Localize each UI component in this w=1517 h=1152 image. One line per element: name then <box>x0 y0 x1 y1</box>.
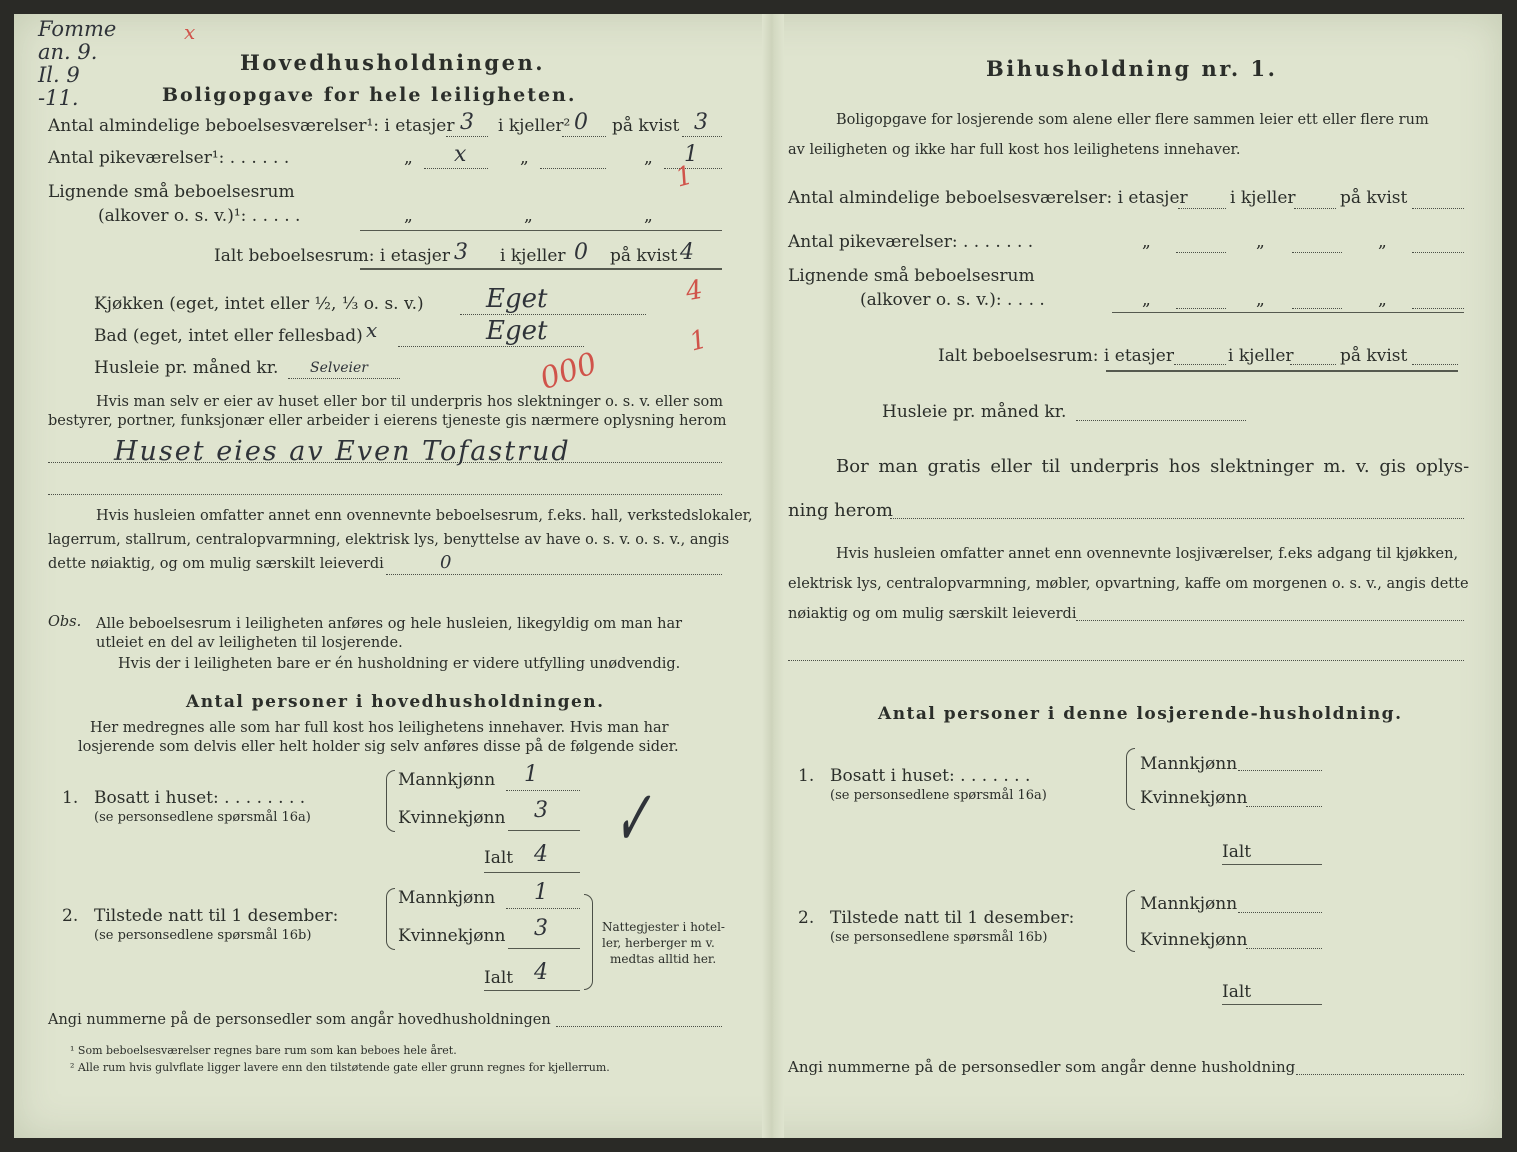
row-alm-kvist: 3 <box>694 110 708 135</box>
row-lign-label1: Lignende små beboelsesrum <box>48 182 295 202</box>
bracket <box>584 894 593 990</box>
mann-label: Mannkjønn <box>1140 754 1238 774</box>
q2-sub: (se personsedlene spørsmål 16b) <box>94 928 312 943</box>
right-intro-1: Boligopgave for losjerende som alene eller flere sammen leier ett eller flere rum <box>836 112 1429 128</box>
right-angi-text: Angi nummerne på de personsedler som angår denne husholdning <box>788 1058 1296 1076</box>
right-kjeller-label: i kjeller <box>1228 346 1294 366</box>
ditto-mark: „ <box>1256 290 1265 310</box>
right-ialt-label: Ialt beboelsesrum: i etasjer <box>938 346 1174 366</box>
ditto-mark: „ <box>1378 290 1387 310</box>
ditto-mark: „ <box>1142 232 1151 252</box>
q2-kvinne: 3 <box>534 916 548 941</box>
q1-num: 1. <box>62 788 79 808</box>
right-pike-label: Antal pikeværelser: . . . . . . . <box>788 232 1034 252</box>
persons-title: Antal personer i hovedhusholdningen. <box>186 692 605 712</box>
eier-text-2: bestyrer, portner, funksjonær eller arbeider i eierens tjeneste gis nærmere oplysning herom <box>48 413 727 429</box>
q1-mann: 1 <box>524 762 538 787</box>
right-kvist-label: på kvist <box>1340 346 1408 366</box>
bad-value: Eget <box>486 316 548 346</box>
row-alm-kjeller: 0 <box>574 110 588 135</box>
ialt-short: Ialt <box>1222 982 1252 1002</box>
ditto-mark: „ <box>404 148 413 168</box>
q1-label: Bosatt i huset: . . . . . . . . <box>94 788 306 808</box>
right-title: Bihusholdning nr. 1. <box>986 56 1278 81</box>
right-q2-label: Tilstede natt til 1 desember: <box>830 908 1075 928</box>
bracket <box>1126 890 1135 952</box>
husleie-value: Selveier <box>310 360 369 376</box>
bad-scribble: x <box>366 318 378 342</box>
check-mark: ✓ <box>614 773 651 866</box>
persons-text-2: losjerende som delvis eller helt holder sig selv anføres disse på de følgende sider. <box>78 739 679 755</box>
kjokken-label: Kjøkken (eget, intet eller ½, ⅓ o. s. v.) <box>94 294 424 314</box>
right-persons-title: Antal personer i denne losjerende-husholdning. <box>878 704 1403 724</box>
right-q1-num: 1. <box>798 766 815 786</box>
right-omfatter-2: elektrisk lys, centralopvarmning, møbler, opvartning, kaffe om morgenen o. s. v., angis dette <box>788 576 1469 592</box>
corner-handwriting: Fomme an. 9. Il. 9 -11. <box>38 17 117 110</box>
red-tally: 1 <box>672 160 697 194</box>
right-omfatter-3: nøiaktig og om mulig særskilt leieverdi <box>788 606 1077 622</box>
nattegjester-3: medtas alltid her. <box>610 952 717 966</box>
ialt-kjeller: 0 <box>574 240 588 265</box>
kvinne-label: Kvinnekjønn <box>398 808 506 828</box>
bracket <box>386 770 395 832</box>
omfatter-text-2: lagerrum, stallrum, centralopvarmning, elektrisk lys, benyttelse av have o. s. v. o. s. v., angis <box>48 532 730 548</box>
ditto-mark: „ <box>524 206 533 226</box>
q2-mann: 1 <box>534 880 548 905</box>
right-alm-label: Antal almindelige beboelsesværelser: i etasjer <box>788 188 1188 208</box>
mann-label: Mannkjønn <box>1140 894 1238 914</box>
q2-ialt: 4 <box>534 960 548 985</box>
kvist-label: på kvist <box>612 116 680 136</box>
ditto-mark: „ <box>644 206 653 226</box>
kvinne-label: Kvinnekjønn <box>1140 930 1248 950</box>
right-gratis-1: Bor man gratis eller til underpris hos slektninger m. v. gis oplys- <box>836 456 1470 477</box>
ialt-short: Ialt <box>1222 842 1252 862</box>
ialt-short: Ialt <box>484 968 514 988</box>
q2-num: 2. <box>62 906 79 926</box>
right-q1-sub: (se personsedlene spørsmål 16a) <box>830 788 1047 803</box>
kvinne-label: Kvinnekjønn <box>398 926 506 946</box>
ialt-kvist: 4 <box>680 240 694 265</box>
bracket <box>386 888 395 950</box>
right-lign-label-2: (alkover o. s. v.): . . . . <box>860 290 1045 310</box>
row-pike-label: Antal pikeværelser¹: . . . . . . <box>48 148 290 168</box>
ialt-label: Ialt beboelsesrum: i etasjer <box>214 246 450 266</box>
row-lign-label2: (alkover o. s. v.)¹: . . . . . <box>98 206 301 226</box>
left-title: Hovedhusholdningen. <box>240 50 546 75</box>
page-fold <box>762 14 784 1138</box>
right-q2-sub: (se personsedlene spørsmål 16b) <box>830 930 1048 945</box>
red-tally: 4 <box>683 274 706 308</box>
obs-text-2: utleiet en del av leiligheten til losjerende. <box>96 635 403 651</box>
row-pike-etasjer: x <box>454 142 467 167</box>
ditto-mark: „ <box>1378 232 1387 252</box>
obs-text-3: Hvis der i leiligheten bare er én husholdning er videre utfylling unødvendig. <box>118 656 681 672</box>
q1-kvinne: 3 <box>534 798 548 823</box>
obs-label: Obs. <box>48 614 82 630</box>
row-alm-etasjer: 3 <box>460 110 474 135</box>
eier-value: Huset eies av Even Tofastrud <box>114 436 571 467</box>
nattegjester-2: ler, herberger m v. <box>602 936 715 950</box>
ditto-mark: „ <box>644 148 653 168</box>
right-husleie-label: Husleie pr. måned kr. <box>882 402 1067 422</box>
right-kjeller-label: i kjeller <box>1230 188 1296 208</box>
row-pike-kvist: 1 <box>684 142 698 167</box>
kjokken-value: Eget <box>486 284 548 314</box>
ditto-mark: „ <box>1256 232 1265 252</box>
omfatter-text-1: Hvis husleien omfatter annet enn ovennevnte beboelsesrum, f.eks. hall, verkstedslokaler, <box>96 508 753 524</box>
ialt-etasjer: 3 <box>454 240 468 265</box>
q1-ialt: 4 <box>534 842 548 867</box>
red-tally: 1 <box>686 324 711 358</box>
ialt-short: Ialt <box>484 848 514 868</box>
omfatter-text-3: dette nøiaktig, og om mulig særskilt leieverdi <box>48 556 384 572</box>
right-lign-label-1: Lignende små beboelsesrum <box>788 266 1035 286</box>
census-sheet <box>14 14 1502 1138</box>
footnote-2: ² Alle rum hvis gulvflate ligger lavere enn den tilstøtende gate eller grunn regnes for kjellerrum. <box>70 1061 610 1074</box>
persons-text-1: Her medregnes alle som har full kost hos leilighetens innehaver. Hvis man har <box>90 720 669 736</box>
ditto-mark: „ <box>1142 290 1151 310</box>
obs-text-1: Alle beboelsesrum i leiligheten anføres og hele husleien, likegyldig om man har <box>96 616 683 632</box>
bracket <box>1126 748 1135 810</box>
corner-red-mark: x <box>184 20 196 44</box>
row-alm-label: Antal almindelige beboelsesværelser¹: i etasjer <box>48 116 455 136</box>
mann-label: Mannkjønn <box>398 770 496 790</box>
eier-text-1: Hvis man selv er eier av huset eller bor til underpris hos slektninger o. s. v. eller som <box>96 394 724 410</box>
kjeller-label: i kjeller² <box>498 116 571 136</box>
right-kvist-label: på kvist <box>1340 188 1408 208</box>
ialt-kjeller-label: i kjeller <box>500 246 566 266</box>
right-q2-num: 2. <box>798 908 815 928</box>
nattegjester-1: Nattegjester i hotel- <box>602 920 725 934</box>
ditto-mark: „ <box>404 206 413 226</box>
husleie-label: Husleie pr. måned kr. <box>94 358 279 378</box>
ditto-mark: „ <box>520 148 529 168</box>
right-intro-2: av leiligheten og ikke har full kost hos leilighetens innehaver. <box>788 142 1241 158</box>
right-omfatter-1: Hvis husleien omfatter annet enn ovennevnte losjiværelser, f.eks adgang til kjøkken, <box>836 546 1459 562</box>
right-gratis-2: ning herom <box>788 500 893 521</box>
red-zeros: 000 <box>535 346 602 397</box>
footnote-1: ¹ Som beboelsesværelser regnes bare rum som kan beboes hele året. <box>70 1044 457 1057</box>
left-subtitle: Boligopgave for hele leiligheten. <box>162 84 577 106</box>
q1-sub: (se personsedlene spørsmål 16a) <box>94 810 311 825</box>
angi-text: Angi nummerne på de personsedler som angår hovedhusholdningen <box>48 1012 551 1028</box>
mann-label: Mannkjønn <box>398 888 496 908</box>
omfatter-value: 0 <box>440 552 452 573</box>
q2-label: Tilstede natt til 1 desember: <box>94 906 339 926</box>
right-q1-label: Bosatt i huset: . . . . . . . <box>830 766 1031 786</box>
kvinne-label: Kvinnekjønn <box>1140 788 1248 808</box>
ialt-kvist-label: på kvist <box>610 246 678 266</box>
bad-label: Bad (eget, intet eller fellesbad) <box>94 326 363 346</box>
